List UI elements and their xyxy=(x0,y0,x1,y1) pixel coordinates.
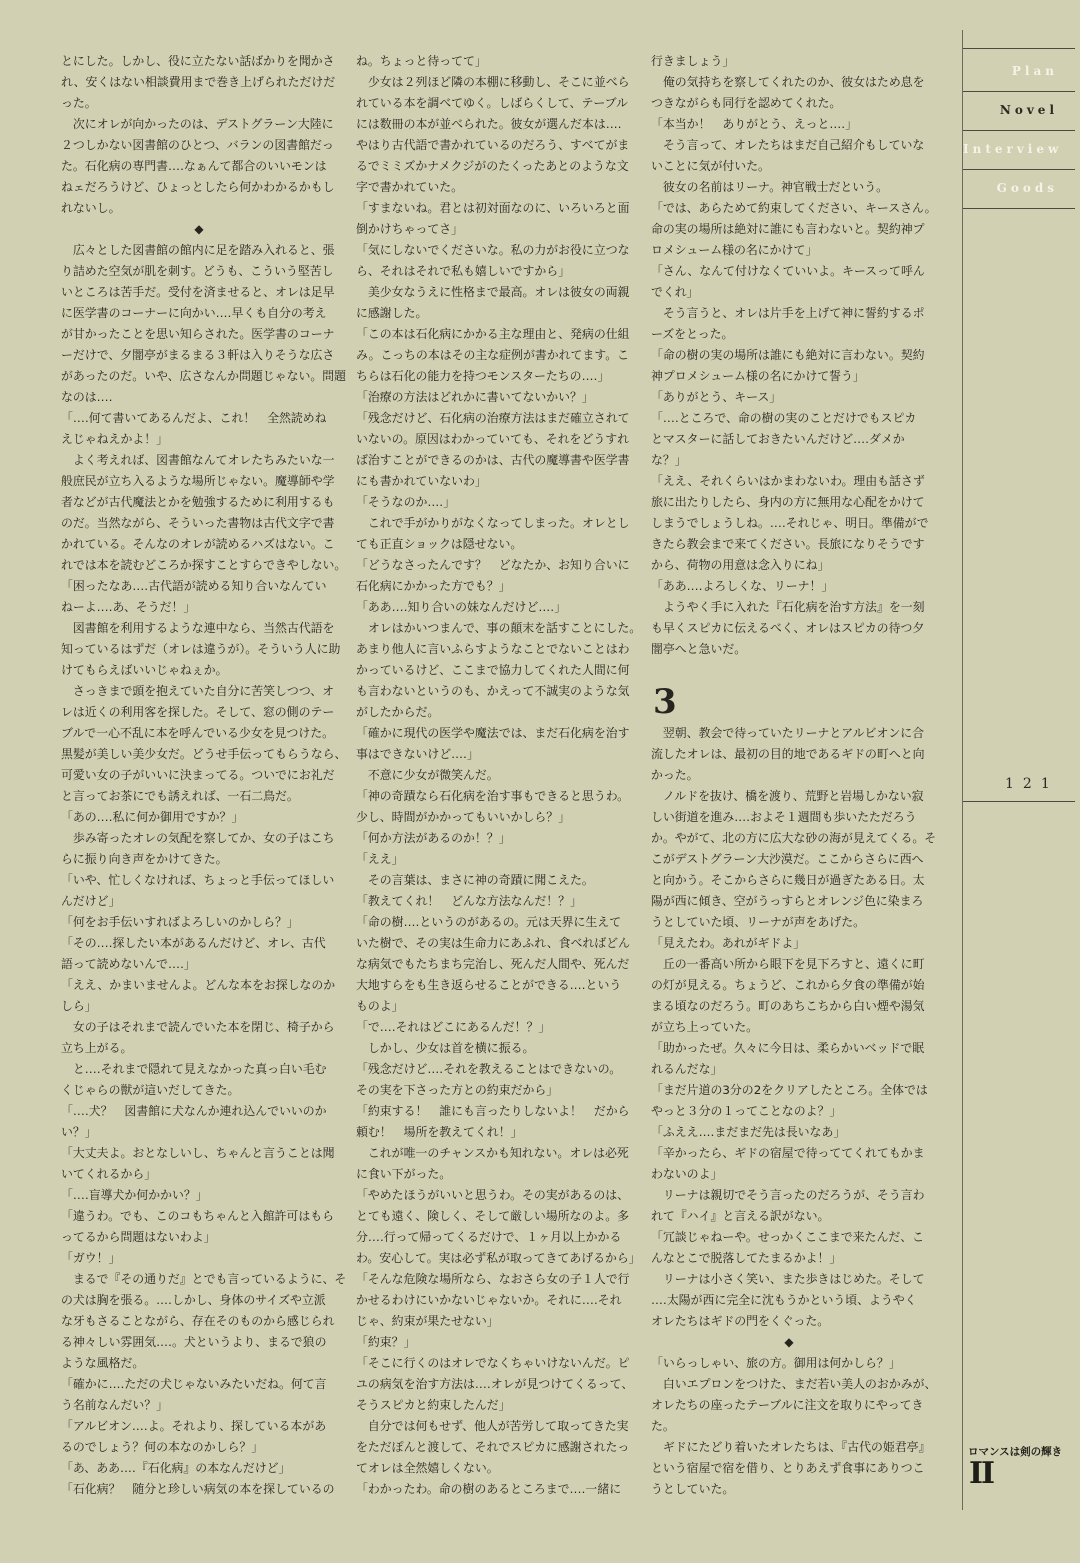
text-line: 「約束？」 xyxy=(356,1335,416,1349)
text-line: 「いや、忙しくなければ、ちょっと手伝ってほしい xyxy=(61,873,335,887)
text-line: の犬は胸を張る。‥‥しかし、身体のサイズや立派 xyxy=(61,1293,326,1307)
section-break-diamond: ◆ xyxy=(784,1335,794,1349)
text-line: ね。ちょっと待ってて」 xyxy=(356,54,487,68)
text-line: 美少女なうえに性格まで最高。オレは彼女の両親 xyxy=(356,285,630,299)
section-break-diamond: ◆ xyxy=(194,222,204,236)
nav-rule xyxy=(963,130,1075,131)
text-line: うとしていた頃、リーナが声をあげた。 xyxy=(651,915,866,929)
text-line: 「助かったぜ。久々に今日は、柔らかいベッドで眠 xyxy=(651,1041,925,1055)
text-line: 女の子はそれまで読んでいた本を閉じ、椅子から xyxy=(61,1020,335,1034)
text-line: い？」 xyxy=(61,1125,97,1139)
text-line: 「何をお手伝いすればよろしいのかしら？」 xyxy=(61,915,299,929)
chapter-heading xyxy=(651,660,939,723)
text-line: 「ああ‥‥よろしくな、リーナ！」 xyxy=(651,579,834,593)
text-line: ようやく手に入れた『石化病を治す方法』を一刻 xyxy=(651,600,925,614)
text-line: ノルドを抜け、橋を渡り、荒野と岩場しかない寂 xyxy=(651,789,924,803)
text-line: 「では、あらためて約束してください、キースさん。 xyxy=(651,201,937,215)
text-line: しまうでしょうしね。‥‥それじゃ、明日。準備がで xyxy=(651,516,929,530)
text-line: んなとこで脱落してたまるかよ！」 xyxy=(651,1251,842,1265)
text-line: 「残念だけど、石化病の治療方法はまだ確立されて xyxy=(356,411,630,425)
text-line: でくれ」 xyxy=(651,285,699,299)
text-line: 白いエプロンをつけた、まだ若い美人のおかみが、 xyxy=(651,1377,937,1391)
text-line: 「違うわ。でも、このコもちゃんと入館許可はもら xyxy=(61,1209,335,1223)
text-line: から、荷物の用意は念入りにね」 xyxy=(651,558,830,572)
text-line: 丘の一番高い所から眼下を見下ろすと、遠くに町 xyxy=(651,957,925,971)
text-line: るでミミズかナメクジがのたくったあとのような文 xyxy=(356,159,629,173)
text-line: ねェだろうけど、ひょっとしたら何かわかるかもし xyxy=(61,180,335,194)
text-line: に食い下がった。 xyxy=(356,1167,452,1181)
text-line: ような風格だ。 xyxy=(61,1356,145,1370)
text-line: 頼む！ 場所を教えてくれ！」 xyxy=(356,1125,523,1139)
text-line: が立ち上っていた。 xyxy=(651,1020,759,1034)
text-line: 「‥‥盲導犬か何かかい？」 xyxy=(61,1188,208,1202)
text-line: ロメシューム様の名にかけて」 xyxy=(651,243,818,257)
text-line: しかし、少女は首を横に振る。 xyxy=(356,1041,535,1055)
text-line: 不意に少女が微笑んだ。 xyxy=(356,768,499,782)
text-line: れ、安くはない相談費用まで巻き上げられただけだ xyxy=(61,75,336,89)
text-line: わないのよ」 xyxy=(651,1167,723,1181)
text-line: るのでしょう？何の本なのかしら？」 xyxy=(61,1440,264,1454)
text-line: こがデストグラーン大沙漠だ。ここからさらに西へ xyxy=(651,852,924,866)
text-line: 彼女の名前はリーナ。神官戦士だという。 xyxy=(651,180,888,194)
text-line: 「その‥‥探したい本があるんだけど、オレ、古代 xyxy=(61,936,326,950)
text-line: ギドにたどり着いたオレたちは、『古代の姫君亭』 xyxy=(651,1440,931,1454)
text-line: さっきまで頭を抱えていた自分に苦笑しつつ、オ xyxy=(61,684,335,698)
text-line: 分‥‥行って帰ってくるだけで、１ヶ月以上かかる xyxy=(356,1230,622,1244)
text-line: う名前なんだい？」 xyxy=(61,1398,169,1412)
text-line: 「アルビオン‥‥よ。それより、探している本があ xyxy=(61,1419,327,1433)
text-line: 「この本は石化病にかかる主な理由と、発病の仕組 xyxy=(356,327,630,341)
text-line: には数冊の本が並べられた。彼女が選んだ本は‥‥ xyxy=(356,117,622,131)
text-line: った。 xyxy=(61,96,97,110)
text-line: 「ええ、かまいませんよ。どんな本をお探しなのか xyxy=(61,978,336,992)
text-line: リーナは親切でそう言ったのだろうが、そう言わ xyxy=(651,1188,925,1202)
text-line: ば治すことができるのかは、古代の魔導書や医学書 xyxy=(356,453,630,467)
text-line: 「残念だけど‥‥それを教えることはできないの。 xyxy=(356,1062,622,1076)
text-line: 少し、時間がかかってもいいかしら？」 xyxy=(356,810,571,824)
text-line: ものよ」 xyxy=(356,999,404,1013)
text-line: かれている。そんなのオレが読めるハズはない。こ xyxy=(61,537,335,551)
text-line: 黒髪が美しい美少女だ。どうせ手伝ってもらうなら、 xyxy=(61,747,347,761)
nav-item-plan[interactable]: Plan xyxy=(1011,64,1058,78)
text-line: な？」 xyxy=(651,453,687,467)
text-line: 歩み寄ったオレの気配を察してか、女の子はこち xyxy=(61,831,335,845)
text-line: その実を下さった方との約束だから」 xyxy=(356,1083,559,1097)
text-line: 知っているはずだ（オレは違うが）。そういう人に助 xyxy=(61,642,341,656)
text-line: 字で書かれていた。 xyxy=(356,180,464,194)
nav-item-novel[interactable]: Novel xyxy=(999,103,1058,117)
text-line: オレはかいつまんで、事の顛末を話すことにした。 xyxy=(356,621,642,635)
text-line: レは近くの利用客を探した。そして、窓の側のテー xyxy=(61,705,335,719)
text-line: に医学書のコーナーに向かい‥‥早くも自分の考え xyxy=(61,306,327,320)
text-line: 次にオレが向かったのは、デストグラーン大陸に xyxy=(61,117,334,131)
text-line: 「あの‥‥私に何か御用ですか？」 xyxy=(61,810,244,824)
text-line: 「さん、なんて付けなくていいよ。キースって呼ん xyxy=(651,264,925,278)
text-line: やはり古代語で書かれているのだろう、すべてがま xyxy=(356,138,630,152)
text-line: 「まだ片道の3分の2をクリアしたところ。全体では xyxy=(651,1083,928,1097)
text-line: 翌朝、教会で待っていたリーナとアルビオンに合 xyxy=(651,726,925,740)
text-line: 広々とした図書館の館内に足を踏み入れると、張 xyxy=(61,243,335,257)
text-line: り詰めた空気が肌を刺す。どうも、こういう堅苦し xyxy=(61,264,334,278)
text-line: つきながらも同行を認めてくれた。 xyxy=(651,96,842,110)
nav-rule xyxy=(963,208,1075,209)
text-column-3 xyxy=(651,51,939,1500)
text-line: ってるから問題はないわよ」 xyxy=(61,1230,216,1244)
text-line: 「‥‥何て書いてあるんだよ、これ！ 全然読めね xyxy=(61,411,327,425)
text-line: 「約束する！ 誰にも言ったりしないよ！ だから xyxy=(356,1104,630,1118)
text-line: な牙もさることながら、存在そのものから感じられ xyxy=(61,1314,335,1328)
text-line: かっているけど、ここまで協力してくれた人間に何 xyxy=(356,663,630,677)
text-line: 「いらっしゃい、旅の方。御用は何かしら？」 xyxy=(651,1356,901,1370)
text-line: ねーよ‥‥あ、そうだ！」 xyxy=(61,600,196,614)
nav-rule xyxy=(963,169,1075,170)
text-line: そう言うと、オレは片手を上げて神に誓約するポ xyxy=(651,306,925,320)
text-line: が甘かったことを思い知らされた。医学書のコーナ xyxy=(61,327,335,341)
text-line: た。 xyxy=(651,1419,675,1433)
text-line: の灯が見える。ちょうど、これから夕食の準備が始 xyxy=(651,978,925,992)
text-line: のだ。当然ながら、そういった書物は古代文字で書 xyxy=(61,516,335,530)
text-line: 「で‥‥それはどこにあるんだ！？」 xyxy=(356,1020,551,1034)
text-line: 「どうなさったんです？ どなたか、お知り合いに xyxy=(356,558,630,572)
text-line: ちらは石化の能力を持つモンスターたちの‥‥」 xyxy=(356,369,610,383)
text-line: れるんだな」 xyxy=(651,1062,723,1076)
text-line: けてもらえばいいじゃねぇか。 xyxy=(61,663,228,677)
text-line: 「命の樹の実の場所は誰にも絶対に言わない。契約 xyxy=(651,348,925,362)
text-line: そうスピカと約束したんだ」 xyxy=(356,1398,511,1412)
text-line: をただぽんと渡して、それでスピカに感謝されたっ xyxy=(356,1440,630,1454)
text-line: しら」 xyxy=(61,999,97,1013)
nav-rule xyxy=(963,48,1075,49)
text-line: 「そうなのか‥‥」 xyxy=(356,495,456,509)
text-line: いところは苦手だ。受付を済ませると、オレは足早 xyxy=(61,285,335,299)
text-line: ユの病気を治す方法は‥‥オレが見つけてくるって、 xyxy=(356,1377,634,1391)
text-line: 「冗談じゃねーや。せっかくここまで来たんだ、こ xyxy=(651,1230,925,1244)
text-line: ２つしかない図書館のひとつ、バランの図書館だっ xyxy=(61,138,334,152)
text-line: 「治療の方法はどれかに書いてないかい？」 xyxy=(356,390,594,404)
text-line: と言ってお茶にでも誘えれば、一石二鳥だ。 xyxy=(61,789,299,803)
text-line: も早くスピカに伝えるべく、オレはスピカの待つ夕 xyxy=(651,621,925,635)
text-line: 「ふええ‥‥まだまだ先は長いなあ」 xyxy=(651,1125,846,1139)
text-line: らに振り向き声をかけてきた。 xyxy=(61,852,228,866)
text-line: とにした。しかし、役に立たない話ばかりを聞かさ xyxy=(61,54,335,68)
text-line: まる頃なのだろう。町のあちこちから白い煙や湯気 xyxy=(651,999,925,1013)
sidebar-divider xyxy=(962,30,963,1510)
text-line: いことに気が付いた。 xyxy=(651,159,770,173)
text-line: 「何か方法があるのか！？」 xyxy=(356,831,511,845)
text-line: これで手がかりがなくなってしまった。オレとし xyxy=(356,516,630,530)
text-line: 「そこに行くのはオレでなくちゃいけないんだ。ピ xyxy=(356,1356,630,1370)
text-line: まるで『その通りだ』とでも言っているように、そ xyxy=(61,1272,347,1286)
text-line: れでは本を読むどころか探すことすらできやしない。 xyxy=(61,558,347,572)
text-line: み。こっちの本はその主な症例が書かれてます。こ xyxy=(356,348,630,362)
text-line: きたら教会まで来てください。長旅になりそうです xyxy=(651,537,925,551)
text-line: も言わないというのも、かえって不誠実のような気 xyxy=(356,684,630,698)
text-line: てオレは全然嬉しくない。 xyxy=(356,1461,499,1475)
text-line: よく考えれば、図書館なんてオレたちみたいな一 xyxy=(61,453,335,467)
text-line: 「命の樹‥‥というのがあるの。元は天界に生えて xyxy=(356,915,622,929)
text-line: 事はできないけど‥‥」 xyxy=(356,747,479,761)
text-column-2 xyxy=(356,51,644,1500)
text-line: これが唯一のチャンスかも知れない。オレは必死 xyxy=(356,1146,629,1160)
nav-rule xyxy=(963,91,1075,92)
text-line: 流したオレは、最初の目的地であるギドの町へと向 xyxy=(651,747,925,761)
text-line: 「大丈夫よ。おとなしいし、ちゃんと言うことは聞 xyxy=(61,1146,335,1160)
text-line: 「‥‥ところで、命の樹の実のことだけでもスピカ xyxy=(651,411,917,425)
text-line: 「気にしないでくださいな。私の力がお役に立つな xyxy=(356,243,630,257)
text-line: か。やがて、北の方に広大な砂の海が見えてくる。そ xyxy=(651,831,937,845)
text-line: 語って読めないんで‥‥」 xyxy=(61,957,196,971)
text-line: 「神の奇蹟なら石化病を治す事もできると思うわ。 xyxy=(356,789,630,803)
text-line: という宿屋で宿を借り、とりあえず食事にありつこ xyxy=(651,1461,925,1475)
text-line: なのは‥‥ xyxy=(61,390,113,404)
text-line: と向かう。そこからさらに幾日が過ぎたある日。太 xyxy=(651,873,925,887)
text-line: 「やめたほうがいいと思うわ。その実があるのは、 xyxy=(356,1188,630,1202)
text-line: えじゃねえかよ！」 xyxy=(61,432,169,446)
text-line: 闇亭へと急いだ。 xyxy=(651,642,747,656)
text-line: 「すまないね。君とは初対面なのに、いろいろと面 xyxy=(356,201,630,215)
text-line: ても正直ショックは隠せない。 xyxy=(356,537,523,551)
text-line: とマスターに話しておきたいんだけど‥‥ダメか xyxy=(651,432,905,446)
text-line: る神々しい雰囲気‥‥。犬というより、まるで狼の xyxy=(61,1335,327,1349)
text-line: 「あ、ああ‥‥『石化病』の本なんだけど」 xyxy=(61,1461,291,1475)
text-line: 立ち上がる。 xyxy=(61,1041,133,1055)
text-line: 「教えてくれ！ どんな方法なんだ！？」 xyxy=(356,894,582,908)
text-line: 「わかったわ。命の樹のあるところまで‥‥一緒に xyxy=(356,1482,622,1496)
text-line: があったのだ。いや、広さなんか問題じゃない。問題 xyxy=(61,369,347,383)
text-line: とても遠く、険しく、そして厳しい場所なのよ。多 xyxy=(356,1209,630,1223)
text-line: いた樹で、その実は生命力にあふれ、食べればどん xyxy=(356,936,630,950)
nav-item-interview[interactable]: Interview xyxy=(963,142,1063,156)
text-line: 「ありがとう、キース」 xyxy=(651,390,782,404)
text-line: かせるわけにいかないじゃないか。それに‥‥それ xyxy=(356,1293,622,1307)
text-line: 「ええ」 xyxy=(356,852,404,866)
chapter-number: 3 xyxy=(653,682,677,722)
text-line: 神プロメシューム様の名にかけて誓う」 xyxy=(651,369,865,383)
text-line: んだけど」 xyxy=(61,894,121,908)
page-number: 121 xyxy=(1005,776,1059,792)
text-line: ーだけで、夕闇亭がまるまる３軒は入りそうな広さ xyxy=(61,348,335,362)
text-line: れて『ハイ』と言える訳がない。 xyxy=(651,1209,830,1223)
volume-number: II xyxy=(969,1456,994,1491)
text-line: に感謝した。 xyxy=(356,306,428,320)
text-line: がしたからだ。 xyxy=(356,705,440,719)
text-line: いてくれるから」 xyxy=(61,1167,157,1181)
text-line: しい街道を進み‥‥およそ１週間も歩いたただろう xyxy=(651,810,917,824)
page-number-rule xyxy=(963,801,1075,802)
text-line: 大地すらをも生き返らせることができる‥‥という xyxy=(356,978,622,992)
text-line: 自分では何もせず、他人が苦労して取ってきた実 xyxy=(356,1419,629,1433)
text-line: かった。 xyxy=(651,768,699,782)
text-line: 「ガウ！」 xyxy=(61,1251,121,1265)
text-column-1 xyxy=(61,51,349,1500)
text-line: 「ええ、それくらいはかまわないわ。理由も話さず xyxy=(651,474,925,488)
text-line: と‥‥それまで隠れて見えなかった真っ白い毛む xyxy=(61,1062,327,1076)
text-line: その言葉は、まさに神の奇蹟に聞こえた。 xyxy=(356,873,594,887)
text-line: そう言って、オレたちはまだ自己紹介もしていな xyxy=(651,138,925,152)
book-title: ロマンスは剣の輝き xyxy=(968,1446,1063,1458)
text-line: 「見えたわ。あれがギドよ」 xyxy=(651,936,806,950)
text-line: ブルで一心不乱に本を呼んでいる少女を見つけた。 xyxy=(61,726,335,740)
text-line: 旅に出たりしたら、身内の方に無用な心配をかけて xyxy=(651,495,925,509)
text-line: うとしていた。 xyxy=(651,1482,735,1496)
text-line: 命の実の場所は絶対に誰にも言わないと。契約神プ xyxy=(651,222,925,236)
text-line: れないし。 xyxy=(61,201,121,215)
text-line: リーナは小さく笑い、また歩きはじめた。そして xyxy=(651,1272,925,1286)
text-line: 図書館を利用するような連中なら、当然古代語を xyxy=(61,621,335,635)
text-line: 「確かに‥‥ただの犬じゃないみたいだね。何て言 xyxy=(61,1377,327,1391)
text-line: わ。安心して。実は必ず私が取ってきてあげるから」 xyxy=(356,1251,641,1265)
text-line: 「本当か！ ありがとう、えっと‥‥」 xyxy=(651,117,858,131)
text-line: 少女は２列ほど隣の本棚に移動し、そこに並べら xyxy=(356,75,630,89)
text-line: じゃ、約束が果たせない」 xyxy=(356,1314,499,1328)
text-line: 般庶民が立ち入るような場所じゃない。魔導師や学 xyxy=(61,474,335,488)
text-line: いないの。原因はわかっていても、それをどうすれ xyxy=(356,432,630,446)
text-line: 倒かけちゃってさ」 xyxy=(356,222,464,236)
text-line: 「確かに現代の医学や魔法では、まだ石化病を治す xyxy=(356,726,630,740)
text-line: た。石化病の専門書‥‥なぁんて都合のいいモンは xyxy=(61,159,327,173)
text-line: 陽が西に傾き、空がうっすらとオレンジ色に染まろ xyxy=(651,894,924,908)
text-line: 石化病にかかった方でも？」 xyxy=(356,579,511,593)
text-line: 「石化病？ 随分と珍しい病気の本を探しているの xyxy=(61,1482,335,1496)
text-line: 可愛い女の子がいいに決まってる。ついでにお礼だ xyxy=(61,768,335,782)
text-line: ‥‥太陽が西に完全に沈もうかという頃、ようやく xyxy=(651,1293,917,1307)
text-line: 行きましょう」 xyxy=(651,54,735,68)
text-line: オレたちの座ったテーブルに注文を取りにやってき xyxy=(651,1398,924,1412)
text-line: あまり他人に言いふらすようなことでないことはわ xyxy=(356,642,630,656)
text-line: ーズをとった。 xyxy=(651,327,734,341)
text-line: 者などが古代魔法とかを勉強するために利用するも xyxy=(61,495,335,509)
text-line: 「そんな危険な場所なら、なおさら女の子１人で行 xyxy=(356,1272,630,1286)
text-line: な病気でもたちまち完治し、死んだ人間や、死んだ xyxy=(356,957,630,971)
text-line: ら、それはそれで私も嬉しいですから」 xyxy=(356,264,571,278)
text-line: れている本を調べてゆく。しばらくして、テーブル xyxy=(356,96,628,110)
nav-item-goods[interactable]: Goods xyxy=(996,181,1058,195)
text-line: やっと３分の１ってことなのよ？」 xyxy=(651,1104,842,1118)
text-line: 「‥‥犬？ 図書館に犬なんか連れ込んでいいのか xyxy=(61,1104,327,1118)
text-line: くじゃらの獣が這いだしてきた。 xyxy=(61,1083,240,1097)
text-line: 「ああ‥‥知り合いの妹なんだけど‥‥」 xyxy=(356,600,567,614)
text-line: 「辛かったら、ギドの宿屋で待っててくれてもかま xyxy=(651,1146,925,1160)
text-line: オレたちはギドの門をくぐった。 xyxy=(651,1314,830,1328)
text-line: 俺の気持ちを察してくれたのか、彼女はため息を xyxy=(651,75,925,89)
text-line: 「困ったなあ‥‥古代語が読める知り合いなんてい xyxy=(61,579,327,593)
text-line: にも書かれていないわ」 xyxy=(356,474,487,488)
